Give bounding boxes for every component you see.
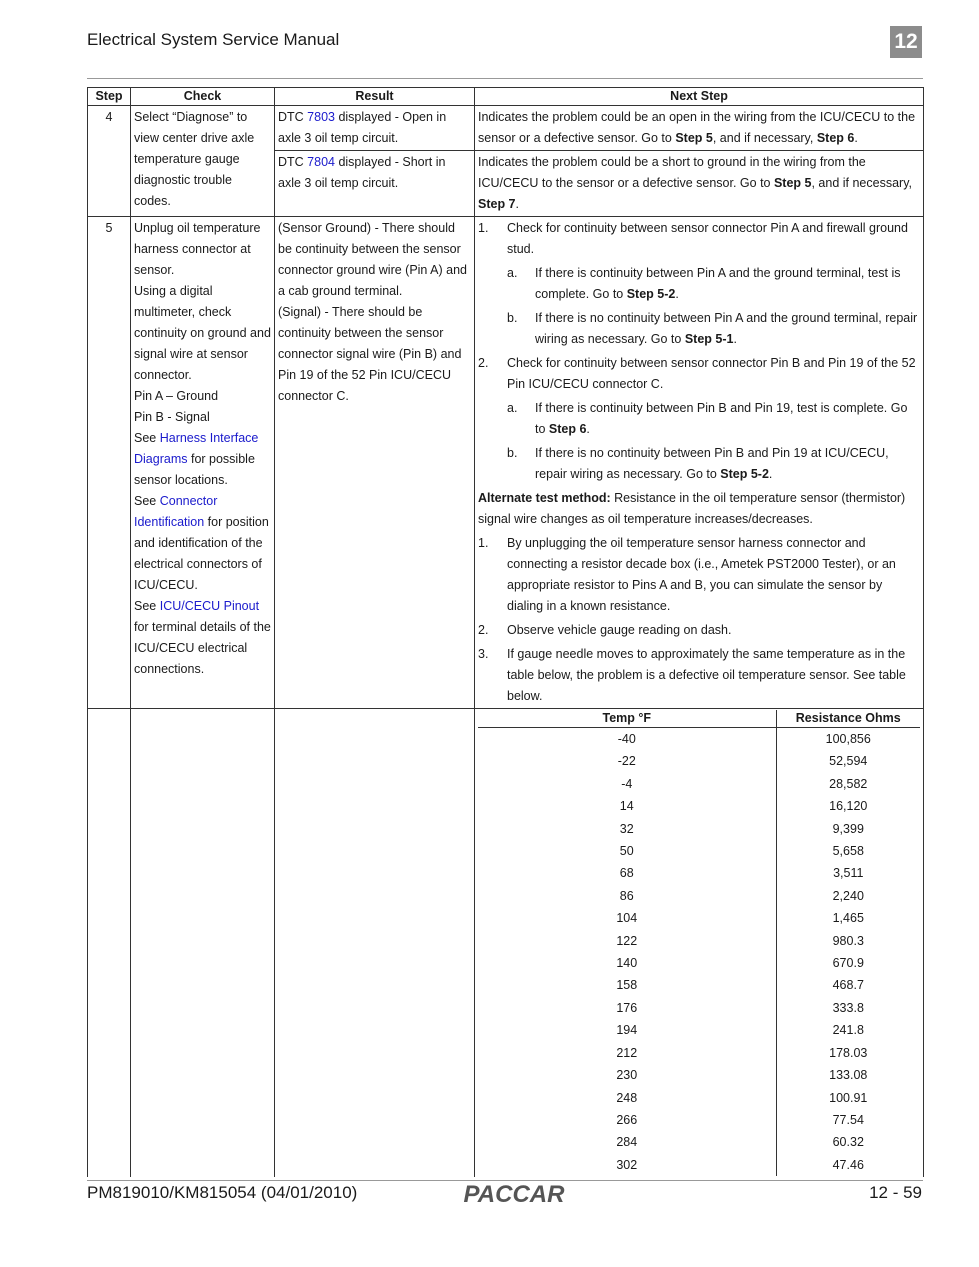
empty-cell [131,709,275,1178]
resistance-value: 2,240 [832,888,864,903]
connector-identification-link[interactable]: Connector Identification [134,494,218,529]
temp-value: -22 [478,750,776,772]
list-item: b. If there is no continuity between Pin A and the ground terminal, repair wiring as necessary. Go to Step 5-1. [507,311,918,346]
list-item: a. If there is continuity between Pin B and Pin 19, test is complete. Go to Step 6. [507,401,908,436]
dtc-link[interactable]: 7804 [307,155,335,169]
resistance-value: 9,399 [832,821,864,836]
table-row [88,217,924,709]
result-cell: DTC 7803 displayed - Open in axle 3 oil temp circuit. [275,106,475,151]
temp-value: -40 [478,728,776,751]
temperature-resistance-table [478,710,920,1176]
col-header-next-step: Next Step [475,88,924,106]
resistance-value: 1,465 [832,911,864,926]
temp-value: -4 [478,773,776,795]
table-header-row [88,88,924,106]
document-id: PM819010/KM815054 (04/01/2010) [87,1183,358,1202]
temp-value: 158 [478,974,776,996]
temp-table-row [478,773,920,795]
temp-value: 14 [478,795,776,817]
continuity-steps-list [478,218,920,485]
resistance-value: 468.7 [832,978,864,993]
diagnostic-table [87,87,924,1177]
check-cell: Select “Diagnose” to view center drive axle temperature gauge diagnostic trouble codes. [131,106,275,217]
alternate-test-method: Alternate test method: Resistance in the oil temperature sensor (thermistor) signal wire changes as oil temperature increases/decreases. [478,491,906,526]
resistance-value: 60.32 [832,1135,864,1150]
temp-table-header-row [478,710,920,728]
col-header-step: Step [88,88,131,106]
next-step-cell: Indicates the problem could be an open in the wiring from the ICU/CECU to the sensor or a defective sensor. Go to Step 5, and if necessary, Step 6. [475,106,924,151]
temp-value: 122 [478,930,776,952]
resistance-value: 100,856 [825,732,871,746]
resistance-value: 333.8 [832,1000,864,1015]
temp-value: 68 [478,862,776,884]
temp-value: 104 [478,907,776,929]
list-item: 2. Check for continuity between sensor connector Pin B and Pin 19 of the 52 Pin ICU/CECU connector C. a. If there is continuity between Pin B and Pin 19, test is complete. Go to Step 6. b. If there is no continuity between Pin B and Pin 19 at ICU/CECU, repair wiring as necessary. Go to Step 5-2. [478,353,920,485]
icu-cecu-pinout-link[interactable]: ICU/CECU Pinout [159,599,260,613]
temp-table-row [478,1042,920,1064]
manual-title: Electrical System Service Manual [87,30,340,49]
temp-table-row [478,885,920,907]
temp-value: 230 [478,1064,776,1086]
col-header-check: Check [131,88,275,106]
next-step-cell: Indicates the problem could be a short to ground in the wiring from the ICU/CECU to the sensor or a defective sensor. Go to Step 5, and if necessary, Step 7. [475,151,924,217]
resistance-value: 133.08 [829,1068,868,1083]
paccar-logo [461,1180,567,1208]
harness-interface-diagrams-link[interactable]: Harness Interface Diagrams [134,431,259,466]
resistance-value: 5,658 [832,844,864,859]
temp-value: 140 [478,952,776,974]
temp-value: 176 [478,997,776,1019]
col-header-result: Result [275,88,475,106]
header-rule [87,78,923,79]
resistance-value: 178.03 [829,1045,868,1060]
temp-table-row [478,930,920,952]
temp-value: 50 [478,840,776,862]
resistance-value: 670.9 [832,956,864,971]
resistance-value: 47.46 [832,1157,864,1172]
list-item: b. If there is no continuity between Pin B and Pin 19 at ICU/CECU, repair wiring as necessary. Go to Step 5-2. [507,446,889,481]
list-item: 1. By unplugging the oil temperature sensor harness connector and connecting a resistor decade box (i.e., Ametek PST2000 Tester), or an appropriate resistor to Pins A and B, you can simulate the sensor by dialing in a known resistance. [478,536,896,613]
temp-value: 86 [478,885,776,907]
temp-table-row [478,750,920,772]
temperature-table-cell [475,709,924,1178]
temp-table-row [478,907,920,929]
temp-value: 284 [478,1131,776,1153]
temp-table-row [478,795,920,817]
list-item: 1. Check for continuity between sensor connector Pin A and firewall ground stud. a. If there is continuity between Pin A and the ground terminal, test is complete. Go to Step 5-2. b. If there is no continuity between Pin A and the ground terminal, repair wiring as necessary. Go to Step 5-1. [478,218,920,350]
temp-table-row [478,1109,920,1131]
resistance-value: 980.3 [832,933,864,948]
temp-value: 302 [478,1154,776,1176]
alternate-steps-list [478,533,920,707]
temp-table-row [478,974,920,996]
resistance-value: 77.54 [832,1112,864,1127]
temp-table-row [478,1154,920,1176]
resistance-value: 16,120 [829,799,868,814]
temp-value: 248 [478,1087,776,1109]
temp-table-row [478,1064,920,1086]
list-item: 2. Observe vehicle gauge reading on dash. [478,623,732,637]
resistance-value: 100.91 [829,1090,868,1105]
step-number: 4 [88,106,131,217]
temp-col-header: Temp °F [478,710,776,728]
result-cell: (Sensor Ground) - There should be continuity between the sensor connector ground wire (Pin A) and a cab ground terminal. (Signal) - There should be continuity between the sensor connector signal wire (Pin B) and Pin 19 of the 52 Pin ICU/CECU connector C. [275,217,475,709]
empty-cell [275,709,475,1178]
resistance-col-header: Resistance Ohms [776,710,920,728]
temp-table-row [478,728,920,751]
temp-table-row [478,862,920,884]
temp-value: 212 [478,1042,776,1064]
resistance-value: 52,594 [829,754,868,769]
dtc-link[interactable]: 7803 [307,110,335,124]
temp-table-row [478,818,920,840]
resistance-value: 28,582 [829,776,868,791]
table-row [88,106,924,151]
temp-table-body [478,728,920,1177]
result-cell: DTC 7804 displayed - Short in axle 3 oil temp circuit. [275,151,475,217]
check-cell: Unplug oil temperature harness connector at sensor. Using a digital multimeter, check continuity on ground and signal wire at sensor connector. Pin A – Ground Pin B - Signal See Harness Interface Diagrams for possible sensor locations. See Connector Identification for position and identification of the electrical connectors of ICU/CECU. See ICU/CECU Pinout for terminal details of the ICU/CECU electrical connections. [131,217,275,709]
temp-table-row [478,997,920,1019]
svg-text:PACCAR: PACCAR [463,1181,565,1208]
temp-table-row [478,1087,920,1109]
list-item: 3. If gauge needle moves to approximately the same temperature as in the table below, the problem is a defective oil temperature sensor. See table below. [478,647,906,703]
chapter-badge: 12 [890,26,922,58]
temp-value: 32 [478,818,776,840]
table-row [88,709,924,1178]
temp-value: 266 [478,1109,776,1131]
page-number: 12 - 59 [869,1183,922,1202]
temp-table-row [478,1131,920,1153]
temp-table-row [478,952,920,974]
next-step-cell [475,217,924,709]
step-number: 5 [88,217,131,709]
temp-value: 194 [478,1019,776,1041]
list-item: a. If there is continuity between Pin A and the ground terminal, test is complete. Go to Step 5-2. [507,266,901,301]
temp-table-row [478,1019,920,1041]
resistance-value: 3,511 [833,866,864,881]
empty-cell [88,709,131,1178]
temp-table-row [478,840,920,862]
resistance-value: 241.8 [832,1023,864,1038]
